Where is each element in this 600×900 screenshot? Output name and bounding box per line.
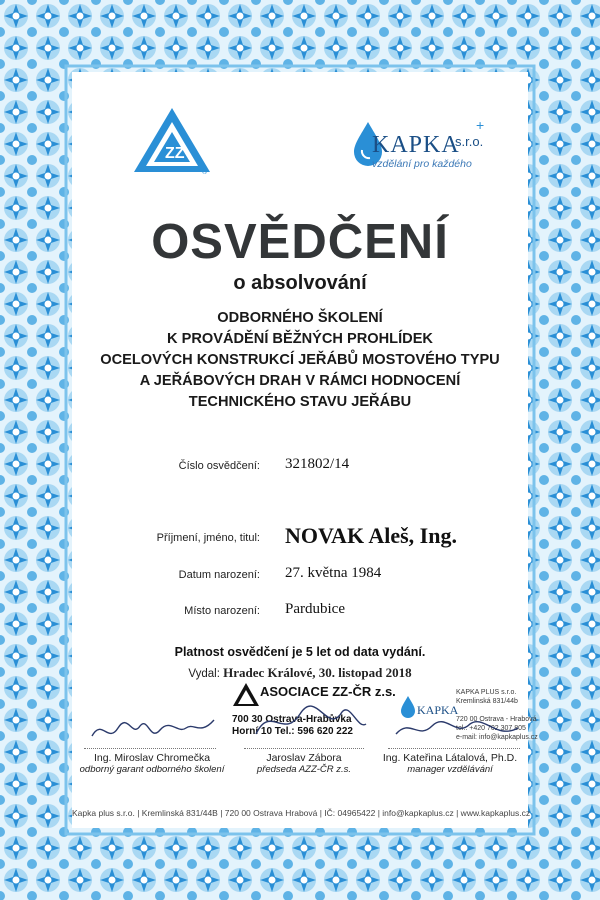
signature-latalova [392, 710, 522, 746]
validity-note: Platnost osvědčení je 5 let od data vydání. [174, 645, 426, 659]
signature-chromecka [88, 708, 218, 748]
signer-name: Ing. Kateřina Látalová, Ph.D. [382, 752, 518, 764]
kapka-stamp-email: e-mail: info@kapkaplus.cz [456, 734, 538, 741]
signer-name: Jaroslav Zábora [266, 752, 342, 764]
place-value: Pardubice [285, 601, 345, 617]
certificate-title: OSVĚDČENÍ [151, 215, 449, 269]
kapka-stamp-phone: tel.: +420 702 307 805 [456, 725, 526, 732]
name-label: Příjmení, jméno, titul: [156, 532, 260, 544]
signature-line [244, 748, 364, 749]
birth-label: Datum narození: [178, 569, 260, 581]
signer-role: manager vzdělávání [407, 764, 493, 775]
azz-stamp-contact: Horní 10 Tel.: 596 620 222 [232, 726, 353, 737]
azz-stamp-title: ASOCIACE ZZ-ČR z.s. [260, 684, 396, 699]
course-line: ODBORNÉHO ŠKOLENÍ [217, 310, 383, 326]
kapka-suffix: s.r.o. [455, 134, 484, 149]
svg-text:+: + [476, 117, 485, 133]
kapka-stamp-name: KAPKA PLUS s.r.o. [456, 689, 517, 696]
certificate-subtitle: o absolvování [233, 272, 367, 294]
signature-zabora [250, 700, 370, 744]
place-label: Místo narození: [184, 605, 260, 617]
svg-text:®: ® [202, 169, 208, 176]
signer-role: odborný garant odborného školení [79, 764, 225, 775]
svg-text:ZZ: ZZ [165, 145, 185, 162]
svg-text:KAPKA: KAPKA [417, 703, 459, 717]
course-line: TECHNICKÉHO STAVU JEŘÁBU [188, 394, 412, 410]
signer-chromecka [72, 752, 232, 776]
issued-value: Hradec Králové, 30. listopad 2018 [223, 665, 412, 680]
signer-zabora [238, 752, 370, 776]
footer-contact: Kapka plus s.r.o. | Kremlinská 831/44B | 720 00 Ostrava Hrabová | IČ: 04965422 | info@kapkaplus.cz | www.kapkaplus.cz [72, 808, 531, 818]
birth-value: 27. května 1984 [285, 565, 382, 581]
signer-latalova [372, 752, 528, 776]
certificate-body [72, 72, 538, 828]
signer-role: předseda AZZ-ČR z.s. [256, 764, 352, 775]
number-value: 321802/14 [285, 456, 350, 472]
issued-label: Vydal: [188, 668, 220, 680]
name-value: NOVAK Aleš, Ing. [285, 523, 457, 548]
azz-triangle-logo [132, 106, 212, 176]
kapka-tagline: vzdělání pro každého [372, 158, 472, 170]
course-line: A JEŘÁBOVÝCH DRAH V RÁMCI HODNOCENÍ [139, 373, 461, 389]
course-line: K PROVÁDĚNÍ BĚŽNÝCH PROHLÍDEK [167, 331, 433, 347]
signature-line [388, 748, 520, 749]
kapka-stamp-street: Kremlinská 831/44b [456, 698, 518, 705]
signer-name: Ing. Miroslav Chromečka [93, 752, 211, 764]
course-line: OCELOVÝCH KONSTRUKCÍ JEŘÁBŮ MOSTOVÉHO TYPU [100, 352, 500, 368]
signature-line [84, 748, 216, 749]
kapka-name: KAPKA [372, 132, 460, 158]
issued-line [72, 665, 528, 681]
course-description [72, 308, 528, 413]
azz-stamp-address: 700 30 Ostrava-Hrabůvka [232, 714, 352, 725]
kapka-stamp-city: 720 00 Ostrava - Hrabová [456, 716, 537, 723]
number-label: Číslo osvědčení: [178, 460, 260, 472]
